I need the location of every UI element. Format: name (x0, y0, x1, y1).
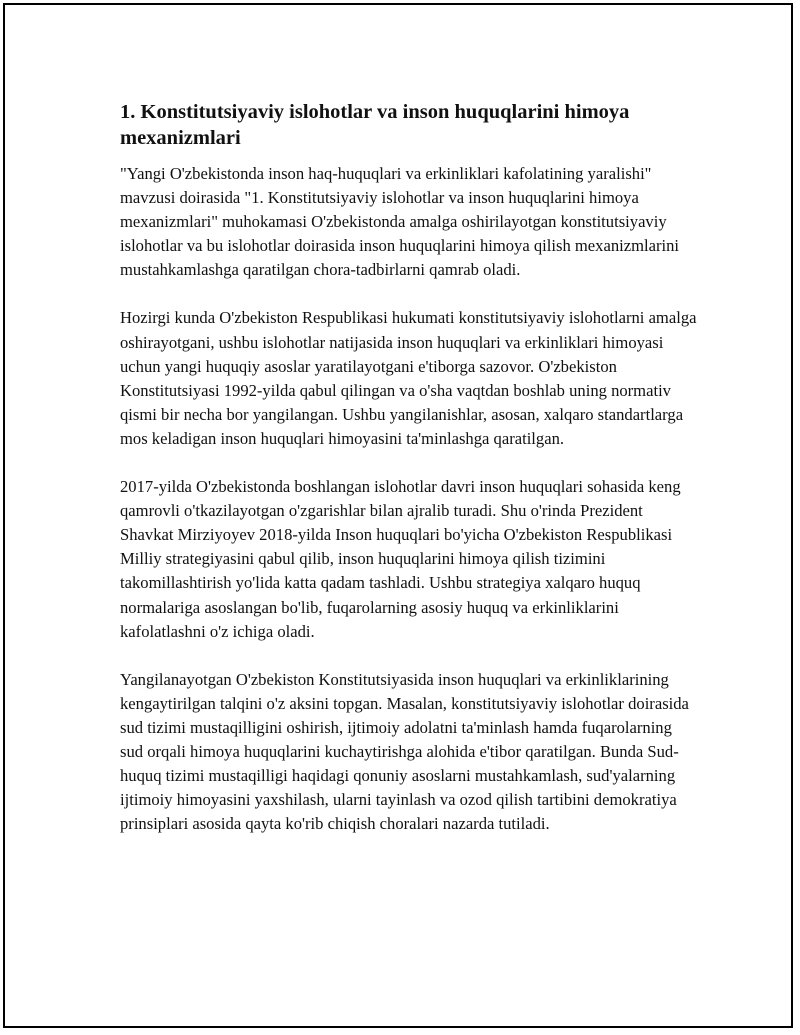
document-content (120, 99, 698, 860)
paragraph-1: "Yangi O'zbekistonda inson haq-huquqlari va erkinliklari kafolatining yaralishi" mavzusi doirasida "1. Konstitutsiyaviy islohotlar va inson huquqlarini himoya mexanizmlari" muhokamasi O'zbekistonda amalga oshirilayotgan konstitutsiyaviy islohotlar va bu islohotlar doirasida inson huquqlarini himoya qilish mexanizmlarini mustahkamlashga qaratilgan chora-tadbirlarni qamrab oladi. (120, 164, 680, 280)
section-heading: 1. Konstitutsiyaviy islohotlar va inson huquqlarini himoya mexanizmlari (120, 101, 630, 149)
paragraph-3: 2017-yilda O'zbekistonda boshlangan islohotlar davri inson huquqlari sohasida keng qamrovli o'tkazilayotgan o'zgarishlar bilan ajralib turadi. Shu o'rinda Prezident Shavkat Mirziyoyev 2018-yilda Inson huquqlari bo'yicha O'zbekiston Respublikasi Milliy strategiyasini qabul qilib, inson huquqlarini himoya qilish tizimini takomillashtirish yo'lida katta qadam tashladi. Ushbu strategiya xalqaro huquq normalariga asoslangan bo'lib, fuqarolarning asosiy huquq va erkinliklarini kafolatlashni o'z ichiga oladi. (120, 477, 681, 641)
document-page (3, 3, 793, 1028)
paragraph-2: Hozirgi kunda O'zbekiston Respublikasi hukumati konstitutsiyaviy islohotlarni amalga oshirayotgani, ushbu islohotlar natijasida inson huquqlari va erkinliklari himoyasi uchun yangi huquqiy asoslar yaratilayotgani e'tiborga sazovor. O'zbekiston Konstitutsiyasi 1992-yilda qabul qilingan va o'sha vaqtdan boshlab uning normativ qismi bir necha bor yangilangan. Ushbu yangilanishlar, asosan, xalqaro standartlarga mos keladigan inson huquqlari himoyasini ta'minlashga qaratilgan. (120, 308, 697, 448)
paragraph-4: Yangilanayotgan O'zbekiston Konstitutsiyasida inson huquqlari va erkinliklarining kengaytirilgan talqini o'z aksini topgan. Masalan, konstitutsiyaviy islohotlar doirasida sud tizimi mustaqilligini oshirish, ijtimoiy adolatni ta'minlash hamda fuqarolarning sud orqali himoya huquqlarini kuchaytirishga alohida e'tibor qaratilgan. Bunda Sud-huquq tizimi mustaqilligi haqidagi qonuniy asoslarni mustahkamlash, sud'yalarning ijtimoiy himoyasini yaxshilash, ularni tayinlash va ozod qilish tartibini demokratiya prinsiplari asosida qayta ko'rib chiqish choralari nazarda tutiladi. (120, 669, 689, 834)
